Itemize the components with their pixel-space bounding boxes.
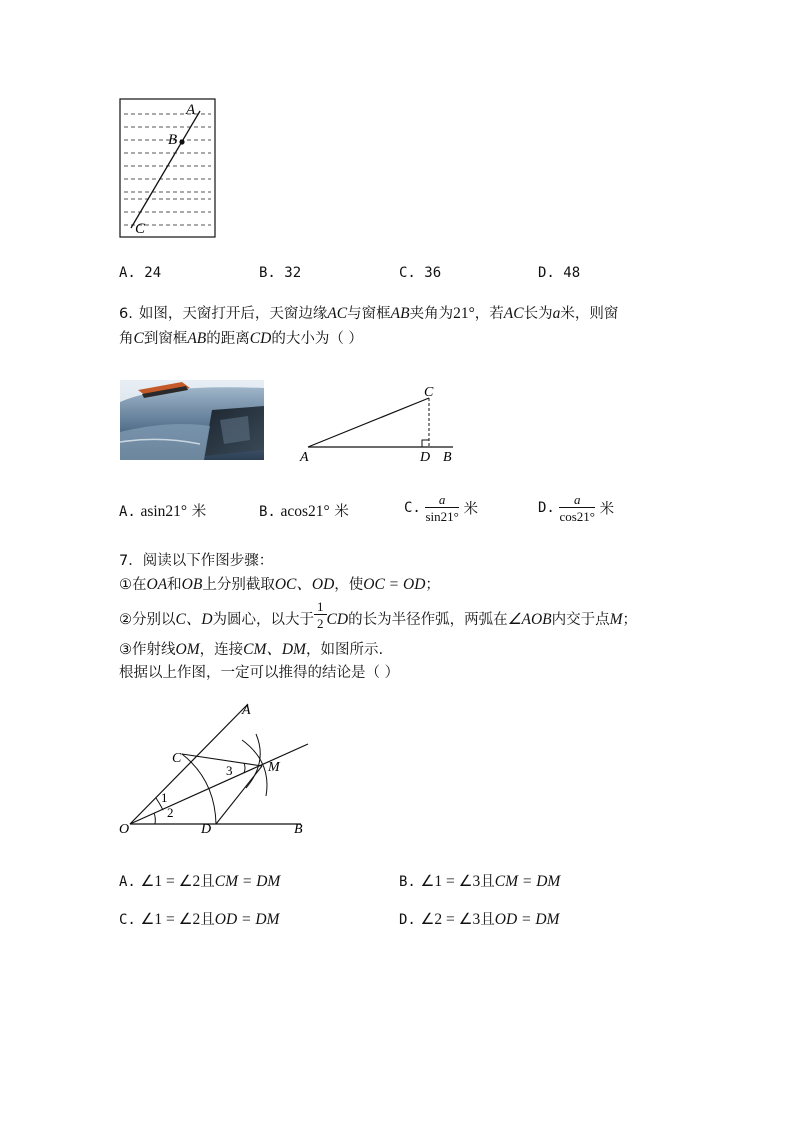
option-expr: acos21°	[280, 503, 330, 520]
q6-text: 的距离	[206, 331, 250, 347]
label-b: B	[294, 822, 303, 837]
q6-number: 6.	[119, 306, 133, 322]
math-c-d: C、D	[175, 611, 213, 628]
q7-text: 内交于点	[551, 612, 610, 628]
label-c: C	[424, 385, 434, 400]
q7-text: 上分别截取	[202, 577, 275, 593]
option-expr2: CM = DM	[214, 873, 281, 890]
q5-option-c[interactable]: C. 36	[399, 265, 442, 281]
arc-cd	[182, 754, 216, 824]
label-m: M	[268, 760, 280, 775]
math-oc-od: OC、OD	[274, 576, 335, 593]
q7-option-b[interactable]	[399, 870, 560, 891]
label-a: A	[186, 102, 196, 118]
label-o: O	[119, 822, 130, 837]
q7-text: ②分别以	[119, 612, 176, 628]
q7-conclusion: 根据以上作图，一定可以推得的结论是（ ）	[119, 665, 400, 681]
q6-option-b[interactable]	[259, 500, 349, 521]
q7-angle-bisector-figure	[116, 700, 316, 840]
fraction	[559, 493, 595, 523]
option-expr: ∠1 = ∠2	[140, 873, 201, 890]
option-and: 且	[200, 912, 215, 928]
q7-text: ，如图所示.	[305, 642, 384, 658]
q6-text: 到窗框	[143, 331, 188, 347]
math-a: a	[552, 305, 561, 322]
q6-text: 夹角为	[409, 306, 454, 322]
math-ob: OB	[181, 576, 203, 593]
angle3-mark	[244, 763, 245, 773]
q6-text: 的大小为（ ）	[271, 331, 363, 347]
q5-option-a[interactable]: A. 24	[119, 265, 162, 281]
option-expr: ∠1 = ∠2	[140, 911, 201, 928]
q6-text: ，若	[474, 306, 504, 322]
fraction-denominator: cos21°	[559, 509, 595, 524]
fraction-half	[314, 600, 327, 630]
math-angle: 21°	[453, 305, 475, 322]
q7-text: 为圆心，以大于	[212, 612, 315, 628]
math-oa: OA	[146, 576, 168, 593]
label-a: A	[242, 703, 251, 718]
q6-text: 如图，天窗打开后，天窗边缘	[138, 306, 328, 322]
car-sunroof-photo	[120, 380, 264, 460]
line-ac	[131, 111, 200, 228]
option-unit: 米	[191, 504, 207, 520]
option-letter: C.	[119, 912, 136, 928]
q7-text: ①在	[119, 577, 147, 593]
label-c: C	[135, 221, 146, 237]
ray-om	[130, 744, 308, 824]
q7-step2	[119, 600, 637, 630]
angle2-mark	[154, 813, 155, 824]
math-ac: AC	[503, 305, 524, 322]
label-b: B	[443, 450, 452, 465]
option-expr: ∠1 = ∠3	[420, 873, 481, 890]
option-letter: A.	[119, 504, 136, 520]
fraction-denominator: 2	[317, 616, 324, 631]
segment-cm	[182, 754, 262, 766]
option-unit: 米	[463, 501, 478, 518]
q7-title: 7．阅读以下作图步骤：	[119, 553, 274, 569]
segment-ac	[308, 398, 429, 447]
option-letter: C.	[404, 500, 421, 516]
fraction-numerator: a	[425, 493, 458, 508]
option-and: 且	[480, 874, 495, 890]
label-c: C	[172, 751, 182, 766]
option-letter: B.	[399, 874, 416, 890]
q7-text: ③作射线	[119, 642, 176, 658]
q7-option-c[interactable]	[119, 908, 279, 929]
math-cm-dm: CM、DM	[243, 641, 306, 658]
label-d: D	[201, 822, 212, 837]
math-ab: AB	[187, 330, 207, 347]
option-letter: A.	[119, 874, 136, 890]
math-m: M	[609, 611, 623, 628]
q7-text: 和	[167, 577, 182, 593]
label-b: B	[168, 132, 178, 148]
fraction-numerator: 1	[314, 600, 327, 615]
q7-text: ，连接	[199, 642, 244, 658]
option-unit: 米	[599, 501, 615, 518]
q7-text: ；	[425, 577, 440, 593]
option-expr: ∠2 = ∠3	[420, 911, 481, 928]
label-angle-1: 1	[161, 790, 168, 805]
q7-step1	[119, 572, 440, 594]
q7-text: 的长为半径作弧，两弧在	[348, 612, 508, 628]
option-letter: D.	[538, 500, 555, 516]
label-d: D	[420, 450, 431, 465]
fraction	[425, 493, 458, 523]
q6-text: 长为	[523, 306, 553, 322]
q5-figure	[118, 97, 218, 239]
math-cd: CD	[249, 330, 272, 347]
math-angle-aob: ∠AOB	[507, 611, 552, 628]
fraction-numerator: a	[559, 493, 595, 508]
q5-option-b[interactable]: B. 32	[259, 265, 302, 281]
label-a: A	[300, 450, 309, 465]
q6-stem-line2	[119, 327, 363, 348]
option-letter: B.	[259, 504, 276, 520]
q7-text: ；	[622, 612, 638, 628]
q7-option-a[interactable]	[119, 870, 280, 891]
q6-option-a[interactable]	[119, 500, 206, 521]
math-cd: CD	[326, 611, 349, 628]
option-expr: asin21°	[140, 503, 188, 520]
math-ab: AB	[390, 305, 410, 322]
q6-text: 米，则窗	[560, 306, 619, 322]
math-ac: AC	[327, 305, 348, 322]
q6-stem-line1	[119, 302, 618, 323]
arc-d-center	[246, 734, 260, 788]
q7-option-d[interactable]	[399, 908, 559, 929]
option-and: 且	[200, 874, 215, 890]
math-oc-eq-od: OC = OD	[363, 576, 426, 593]
math-c: C	[133, 330, 144, 347]
label-angle-3: 3	[226, 763, 233, 778]
q7-step3	[119, 637, 383, 659]
q5-option-d[interactable]: D. 48	[538, 265, 581, 281]
q7-text: ，使	[334, 577, 364, 593]
option-expr2: OD = DM	[214, 911, 280, 928]
math-om: OM	[175, 641, 200, 658]
option-unit: 米	[334, 504, 349, 520]
right-angle-mark	[422, 440, 429, 447]
fraction-denominator: sin21°	[425, 509, 459, 524]
option-and: 且	[480, 912, 495, 928]
label-angle-2: 2	[167, 805, 174, 820]
q6-triangle-figure	[296, 380, 466, 466]
option-expr2: CM = DM	[494, 873, 561, 890]
q6-option-d[interactable]	[538, 493, 614, 523]
q6-text: 与窗框	[347, 306, 391, 322]
q6-text: 角	[119, 331, 134, 347]
point-b	[179, 139, 184, 144]
option-letter: D.	[399, 912, 416, 928]
option-expr2: OD = DM	[494, 911, 560, 928]
q6-option-c[interactable]	[404, 493, 478, 523]
